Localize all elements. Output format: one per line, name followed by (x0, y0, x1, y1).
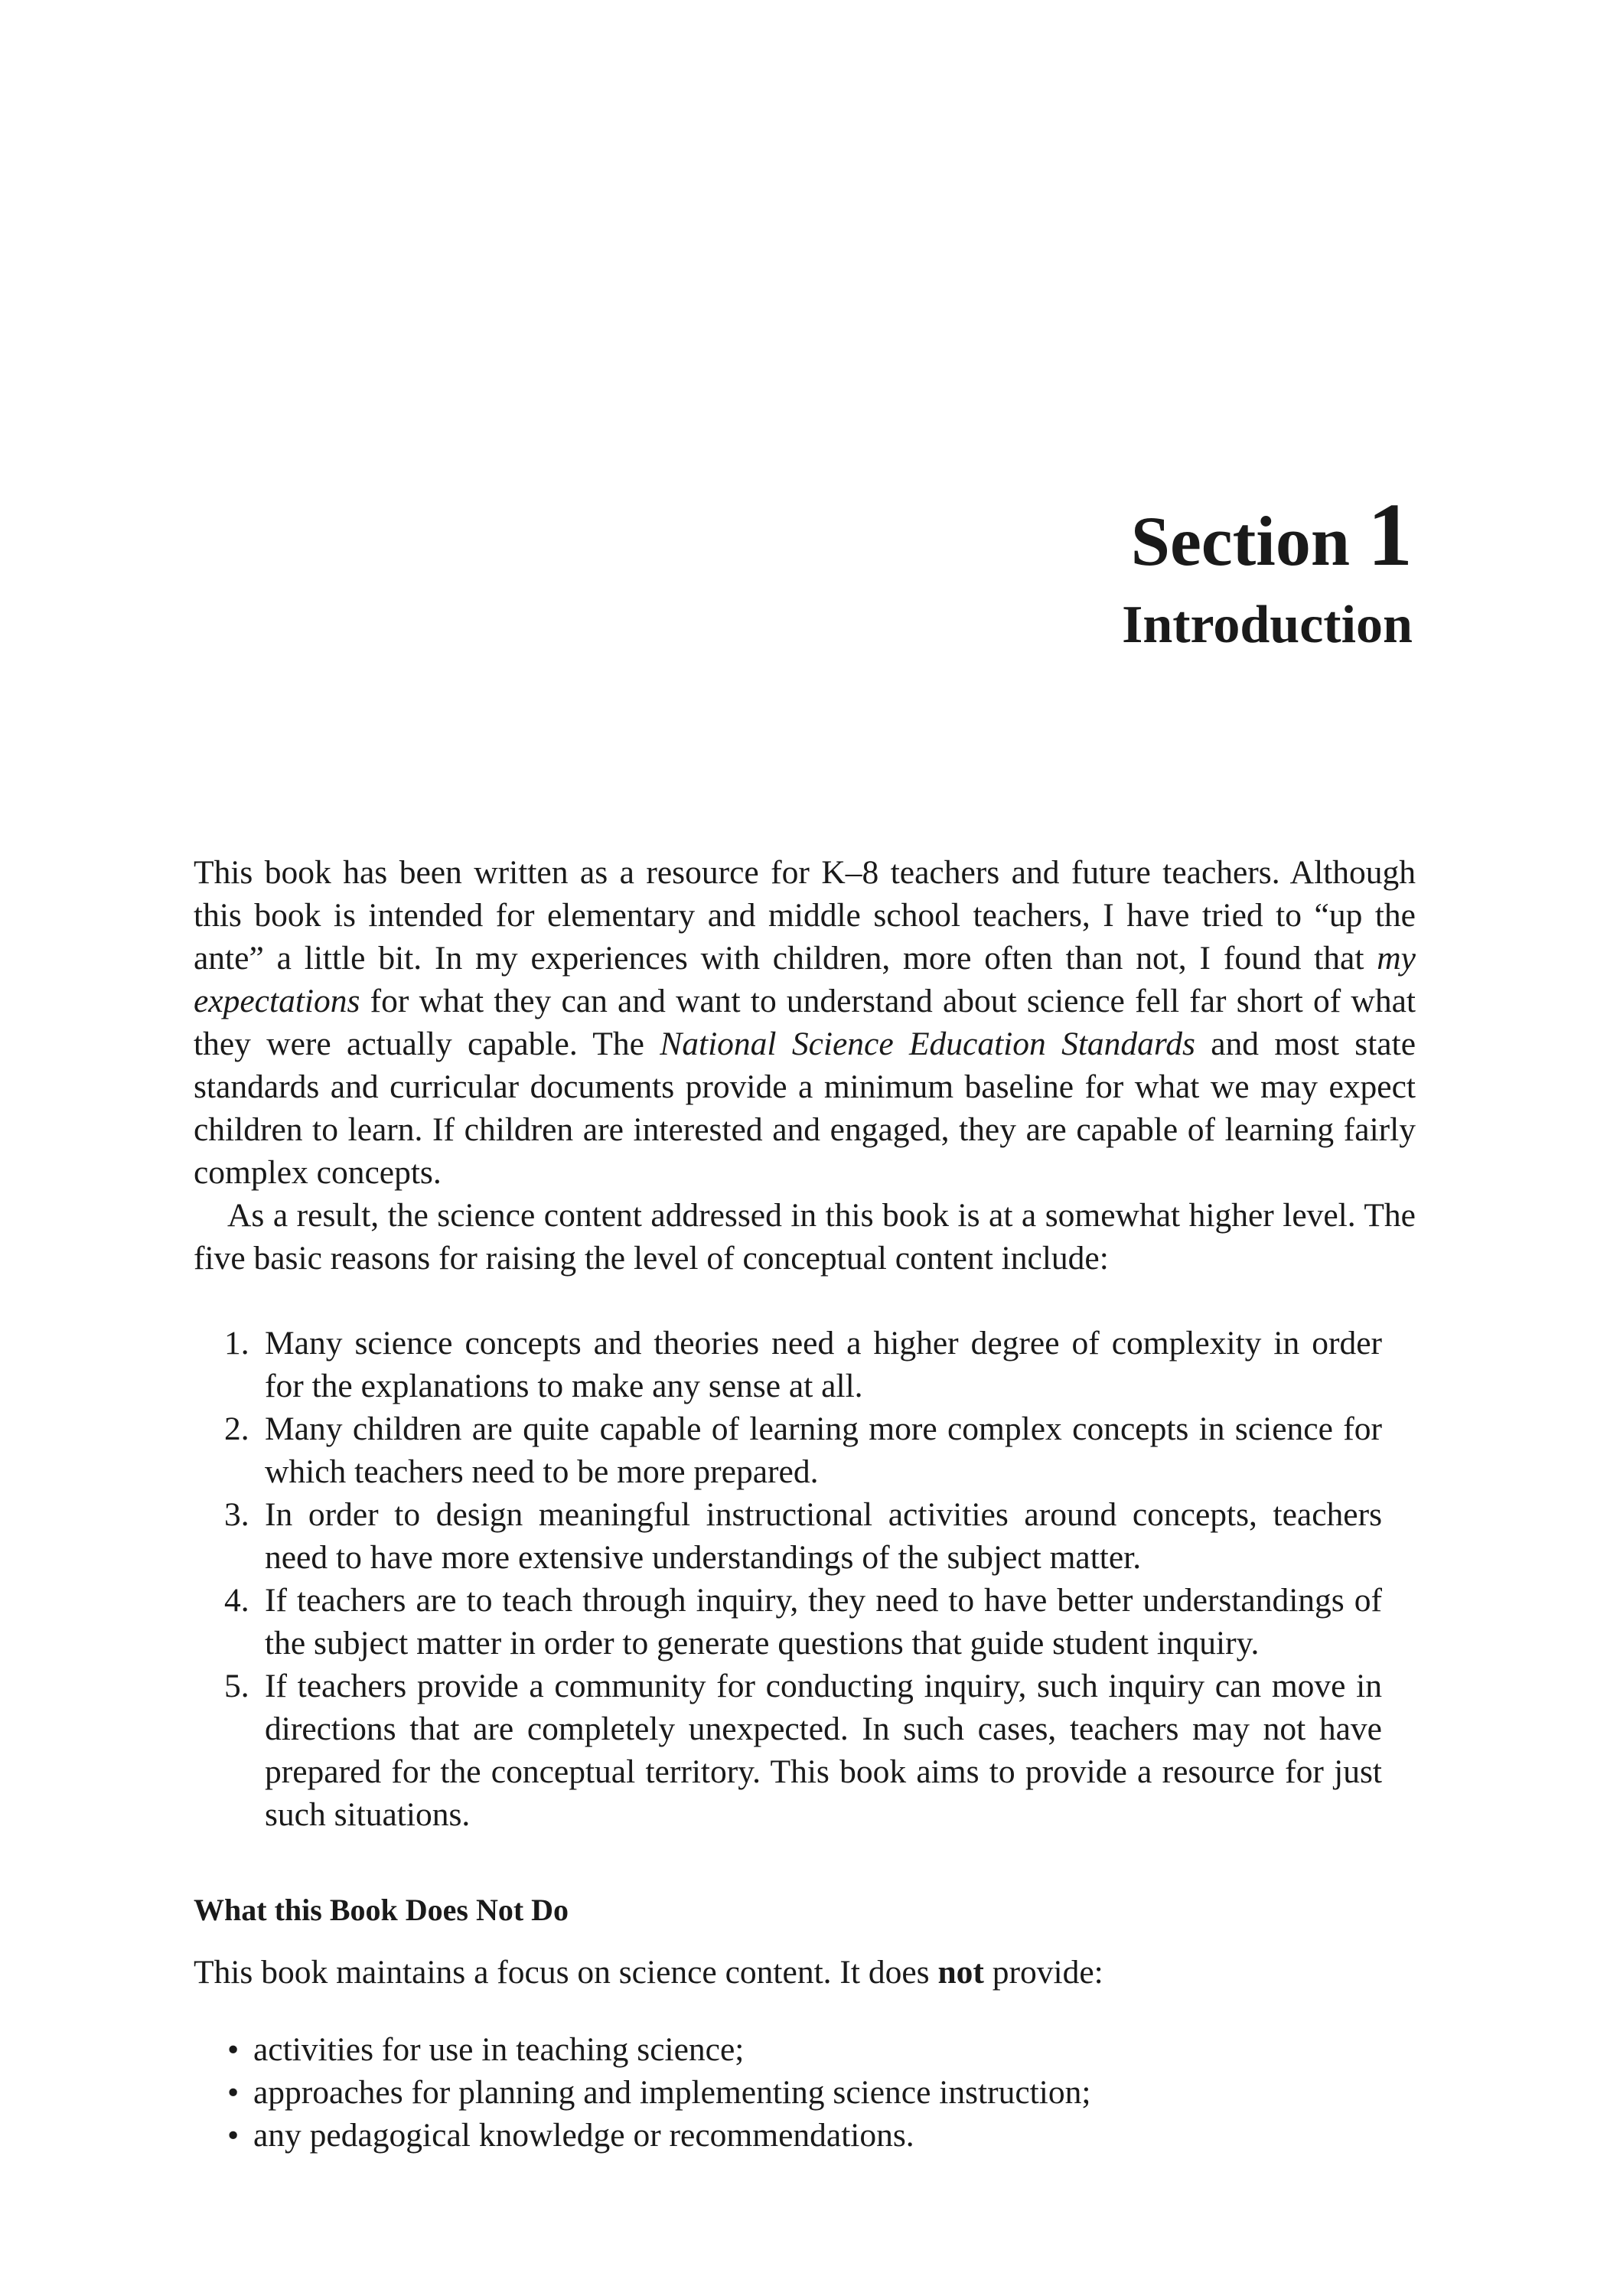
reasons-list (194, 1322, 1416, 1836)
not-do-item (194, 2028, 1416, 2071)
bullet-icon: • (227, 2031, 240, 2068)
reason-number: 1. (224, 1325, 249, 1362)
intro-p1-emphasis-standards: National Science Education Standards (660, 1026, 1195, 1062)
not-do-lead (194, 1951, 1416, 1994)
not-do-lead-text-b: provide: (983, 1954, 1103, 1991)
reason-item (194, 1322, 1382, 1407)
reason-item (194, 1493, 1382, 1579)
subsection-heading: What this Book Does Not Do (194, 1893, 569, 1927)
intro-p1-text-c: and most state standards and curricular documents provide a minimum baseline for what we may expect children to learn. If children are interested and engaged, they are capable of learning fairly complex concepts. (194, 1026, 1416, 1191)
bullet-icon: • (227, 2074, 240, 2111)
reason-item (194, 1579, 1382, 1665)
body-text (194, 851, 1416, 2157)
not-do-item (194, 2071, 1416, 2114)
reason-text: In order to design meaningful instructional activities around concepts, teachers need to have more extensive understandings of the subject matter. (265, 1496, 1382, 1576)
section-label: Section (1130, 502, 1350, 580)
reason-number: 4. (224, 1582, 249, 1619)
reason-item (194, 1665, 1382, 1836)
not-do-item (194, 2114, 1416, 2157)
reason-number: 3. (224, 1496, 249, 1533)
reason-text: Many children are quite capable of learning more complex concepts in science for which teachers need to be more prepared. (265, 1411, 1382, 1490)
reason-text: If teachers provide a community for conducting inquiry, such inquiry can move in directions that are completely unexpected. In such cases, teachers may not have prepared for the conceptual territory. This book aims to provide a resource for just such situations. (265, 1668, 1382, 1833)
reason-text: If teachers are to teach through inquiry, they need to have better understandings of the subject matter in order to generate questions that guide student inquiry. (265, 1582, 1382, 1662)
section-label-line (1122, 484, 1413, 585)
not-do-item-text: activities for use in teaching science; (253, 2031, 745, 2068)
not-do-list (194, 2028, 1416, 2157)
reason-number: 5. (224, 1668, 249, 1704)
not-do-lead-bold: not (937, 1954, 984, 1991)
reason-item (194, 1407, 1382, 1493)
reason-text: Many science concepts and theories need a higher degree of complexity in order for the explanations to make any sense at all. (265, 1325, 1382, 1404)
section-title: Introduction (1122, 595, 1413, 654)
intro-paragraph-2: As a result, the science content addressed in this book is at a somewhat higher level. The five basic reasons for raising the level of conceptual content include: (194, 1197, 1416, 1277)
reason-number: 2. (224, 1411, 249, 1447)
not-do-item-text: any pedagogical knowledge or recommendations. (253, 2117, 914, 2154)
section-number: 1 (1367, 484, 1413, 585)
bullet-icon: • (227, 2117, 240, 2154)
section-heading (1122, 484, 1413, 654)
intro-p1-text-b: for what they can and want to understand about science fell far short of what they were actually capable. The (194, 983, 1416, 1062)
not-do-item-text: approaches for planning and implementing science instruction; (253, 2074, 1091, 2111)
not-do-lead-text-a: This book maintains a focus on science content. It does (194, 1954, 938, 1991)
intro-paragraph-1 (194, 851, 1416, 1194)
intro-p1-emphasis-expectations: my expectations (194, 940, 1416, 1019)
intro-p1-text-a: This book has been written as a resource for K–8 teachers and future teachers. Although this book is intended for elementary and middle school teachers, I have tried to “up the ante” a little bit. In my experiences with children, more often than not, I found that (194, 854, 1416, 977)
